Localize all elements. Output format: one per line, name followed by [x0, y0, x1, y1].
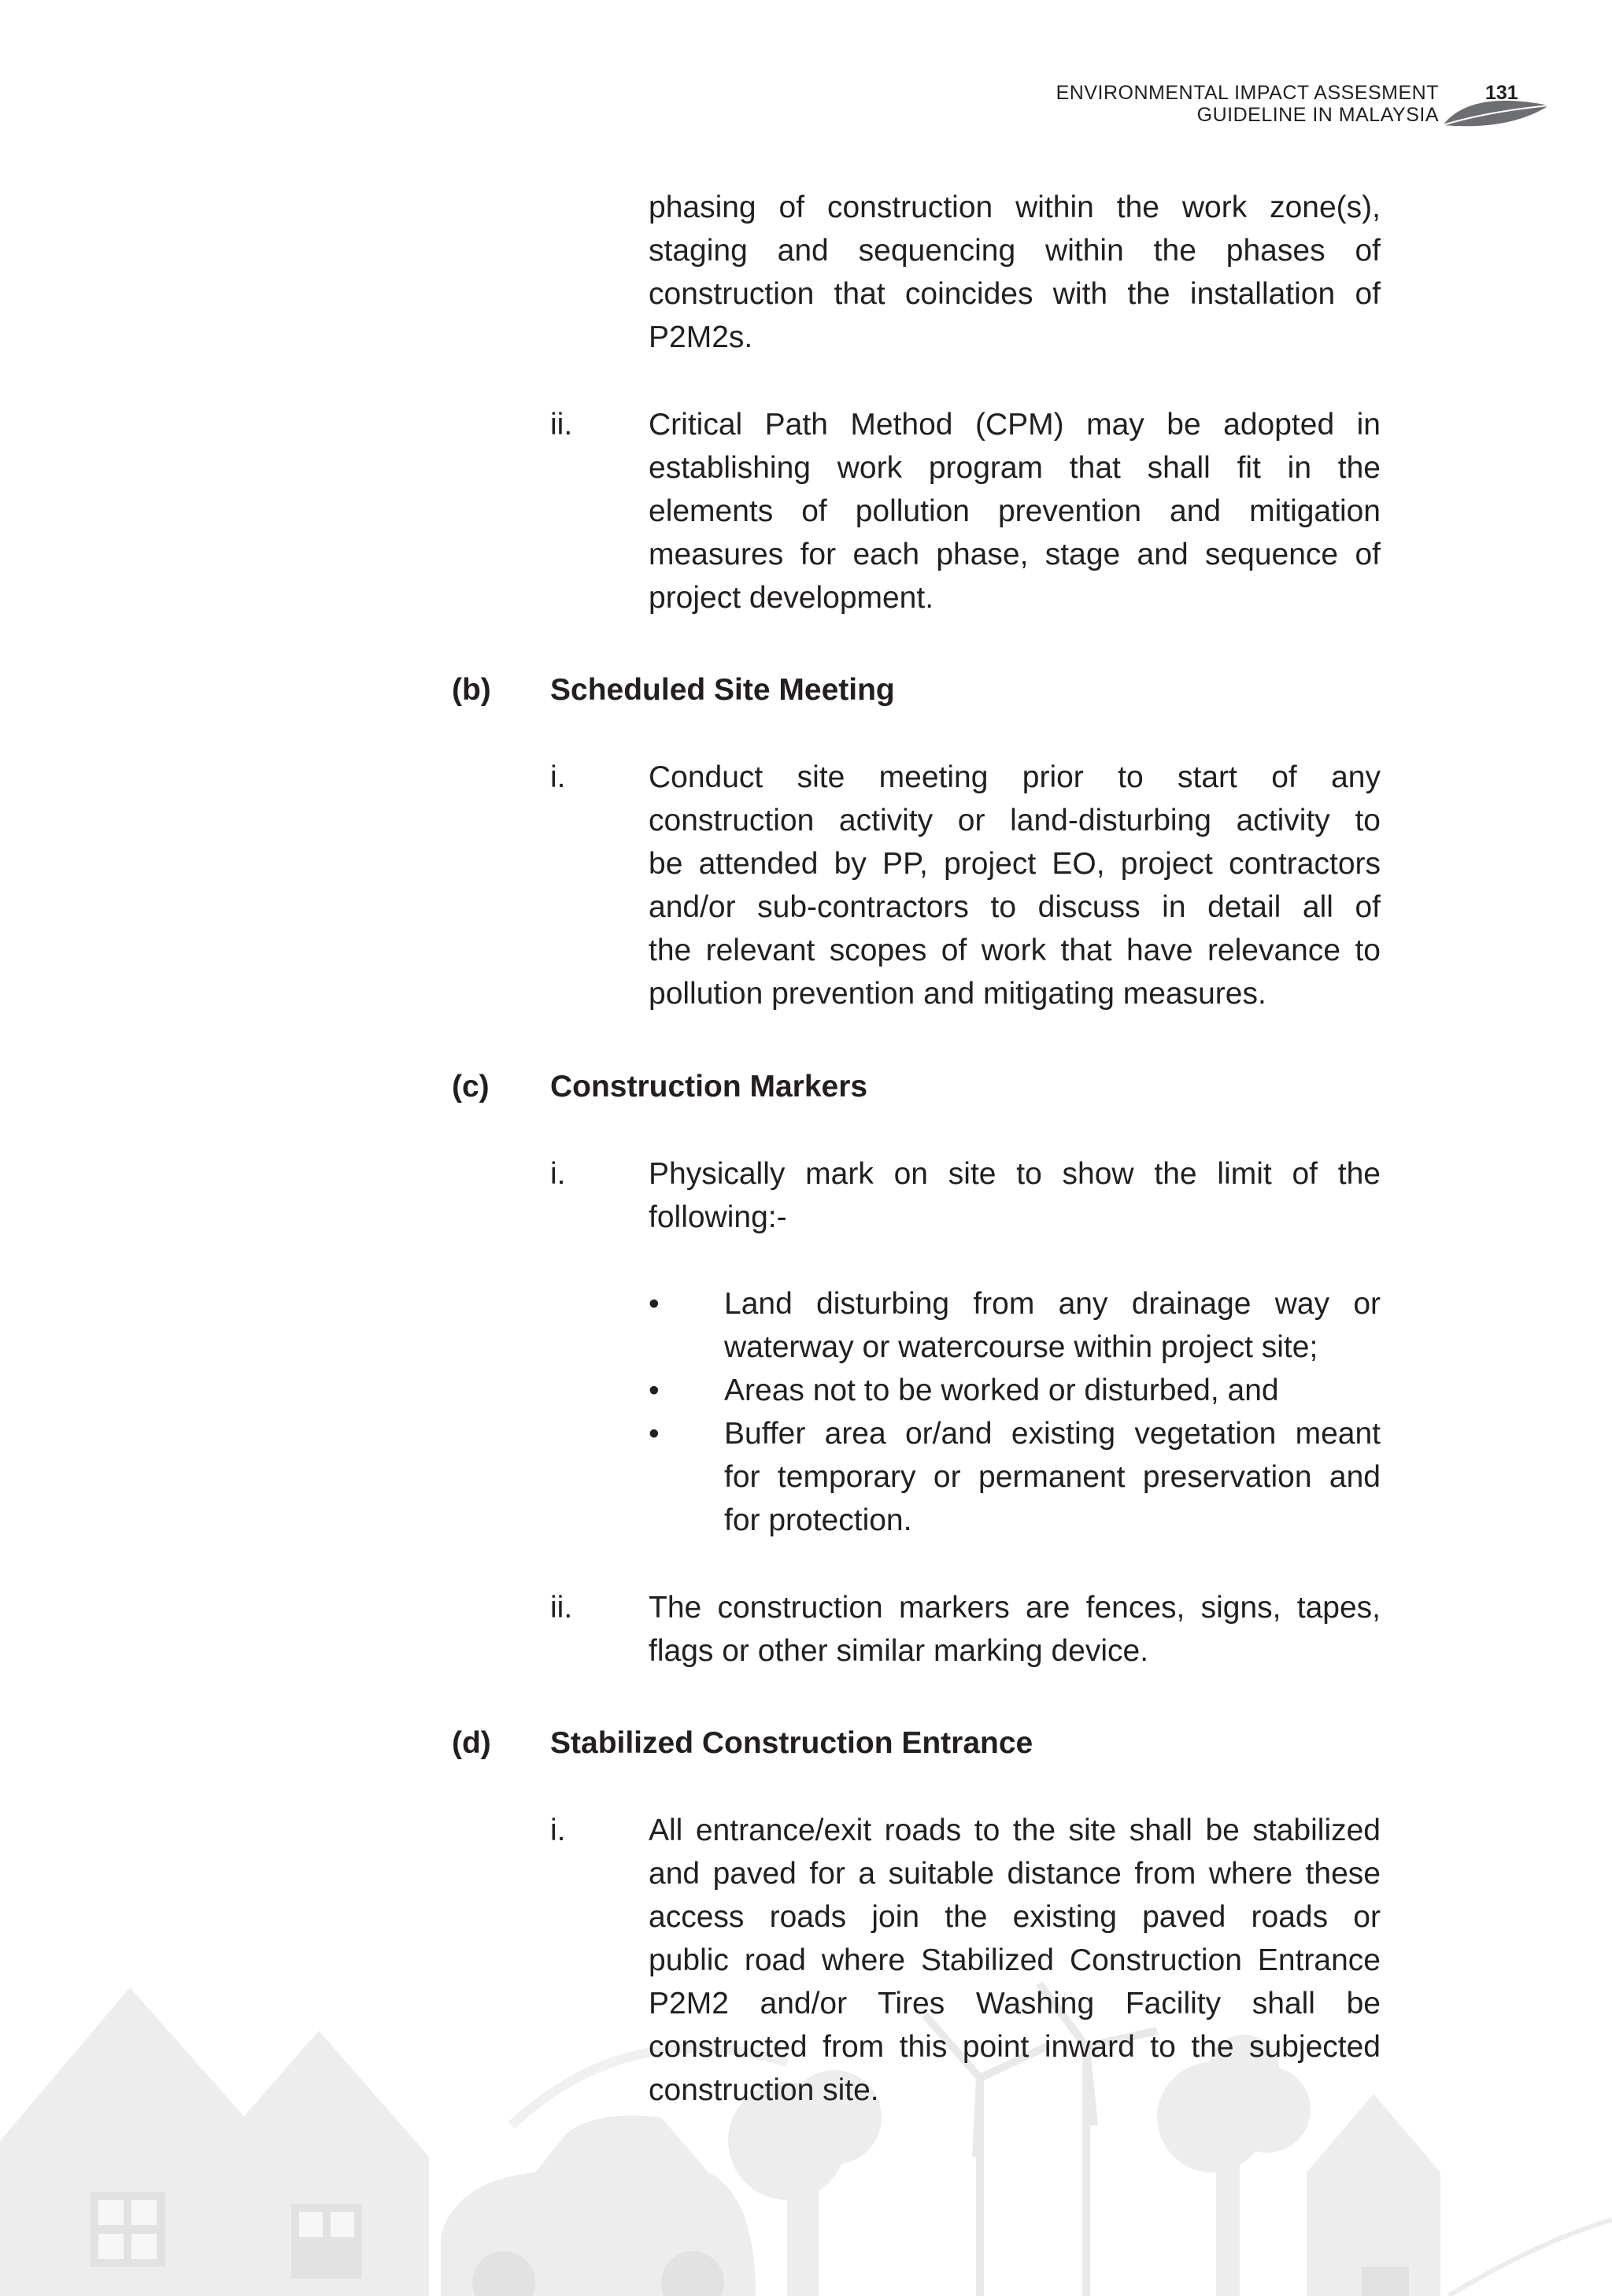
- page-number: 131: [1485, 82, 1518, 104]
- paragraph-line: and/or sub-contractors to discuss in detail all of: [649, 890, 1381, 924]
- header-title-line2: GUIDELINE IN MALAYSIA: [1196, 104, 1439, 126]
- paragraph-line: Physically mark on site to show the limit of the: [649, 1157, 1381, 1191]
- paragraph-line: construction that coincides with the installation of: [649, 277, 1381, 311]
- list-marker: i.: [550, 1157, 566, 1191]
- paragraph-line: access roads join the existing paved roads or: [649, 1900, 1381, 1934]
- section-heading: Construction Markers: [550, 1070, 868, 1104]
- paragraph-line: flags or other similar marking device.: [649, 1634, 1149, 1668]
- bullet-point: •: [649, 1374, 660, 1407]
- section-label: (b): [452, 673, 491, 707]
- paragraph-line: establishing work program that shall fit in the: [649, 451, 1381, 485]
- bullet-line: Land disturbing from any drainage way or: [724, 1287, 1381, 1321]
- section-label: (c): [452, 1070, 490, 1104]
- section-label: (d): [452, 1726, 491, 1760]
- paragraph-line: construction site.: [649, 2073, 879, 2107]
- paragraph-line: Conduct site meeting prior to start of any: [649, 760, 1381, 794]
- paragraph-line: the relevant scopes of work that have relevance to: [649, 934, 1381, 967]
- list-marker: i.: [550, 1814, 566, 1847]
- paragraph-line: P2M2 and/or Tires Washing Facility shall be: [649, 1987, 1381, 2021]
- paragraph-line: pollution prevention and mitigating measures.: [649, 977, 1266, 1011]
- paragraph-line: staging and sequencing within the phases of: [649, 234, 1381, 268]
- paragraph-line: construction activity or land-disturbing activity to: [649, 804, 1381, 837]
- paragraph-line: be attended by PP, project EO, project contractors: [649, 847, 1381, 881]
- running-header: [1056, 82, 1439, 126]
- list-marker: i.: [550, 760, 566, 794]
- bullet-point: •: [649, 1287, 660, 1321]
- bullet-point: •: [649, 1417, 660, 1451]
- bullet-line: for protection.: [724, 1503, 912, 1537]
- bullet-line: for temporary or permanent preservation and: [724, 1460, 1381, 1494]
- paragraph-line: project development.: [649, 581, 934, 615]
- paragraph-line: P2M2s.: [649, 320, 753, 354]
- paragraph-line: The construction markers are fences, signs, tapes,: [649, 1591, 1381, 1625]
- list-marker: ii.: [550, 1591, 573, 1625]
- list-marker: ii.: [550, 408, 573, 442]
- paragraph-line: following:-: [649, 1200, 787, 1234]
- paragraph-line: measures for each phase, stage and sequence of: [649, 538, 1381, 571]
- paragraph-line: and paved for a suitable distance from where these: [649, 1857, 1381, 1891]
- section-heading: Scheduled Site Meeting: [550, 673, 895, 707]
- header-title-line1: ENVIRONMENTAL IMPACT ASSESMENT: [1056, 82, 1439, 104]
- paragraph-line: elements of pollution prevention and mitigation: [649, 494, 1381, 528]
- section-heading: Stabilized Construction Entrance: [550, 1726, 1033, 1760]
- paragraph-line: phasing of construction within the work zone(s),: [649, 190, 1381, 224]
- paragraph-line: public road where Stabilized Construction Entrance: [649, 1943, 1381, 1977]
- bullet-line: Buffer area or/and existing vegetation meant: [724, 1417, 1381, 1451]
- paragraph-line: All entrance/exit roads to the site shall be stabilized: [649, 1814, 1381, 1847]
- paragraph-line: constructed from this point inward to the subjected: [649, 2030, 1381, 2064]
- bullet-line: waterway or watercourse within project site;: [724, 1330, 1318, 1364]
- paragraph-line: Critical Path Method (CPM) may be adopted in: [649, 408, 1381, 442]
- bullet-line: Areas not to be worked or disturbed, and: [724, 1374, 1279, 1407]
